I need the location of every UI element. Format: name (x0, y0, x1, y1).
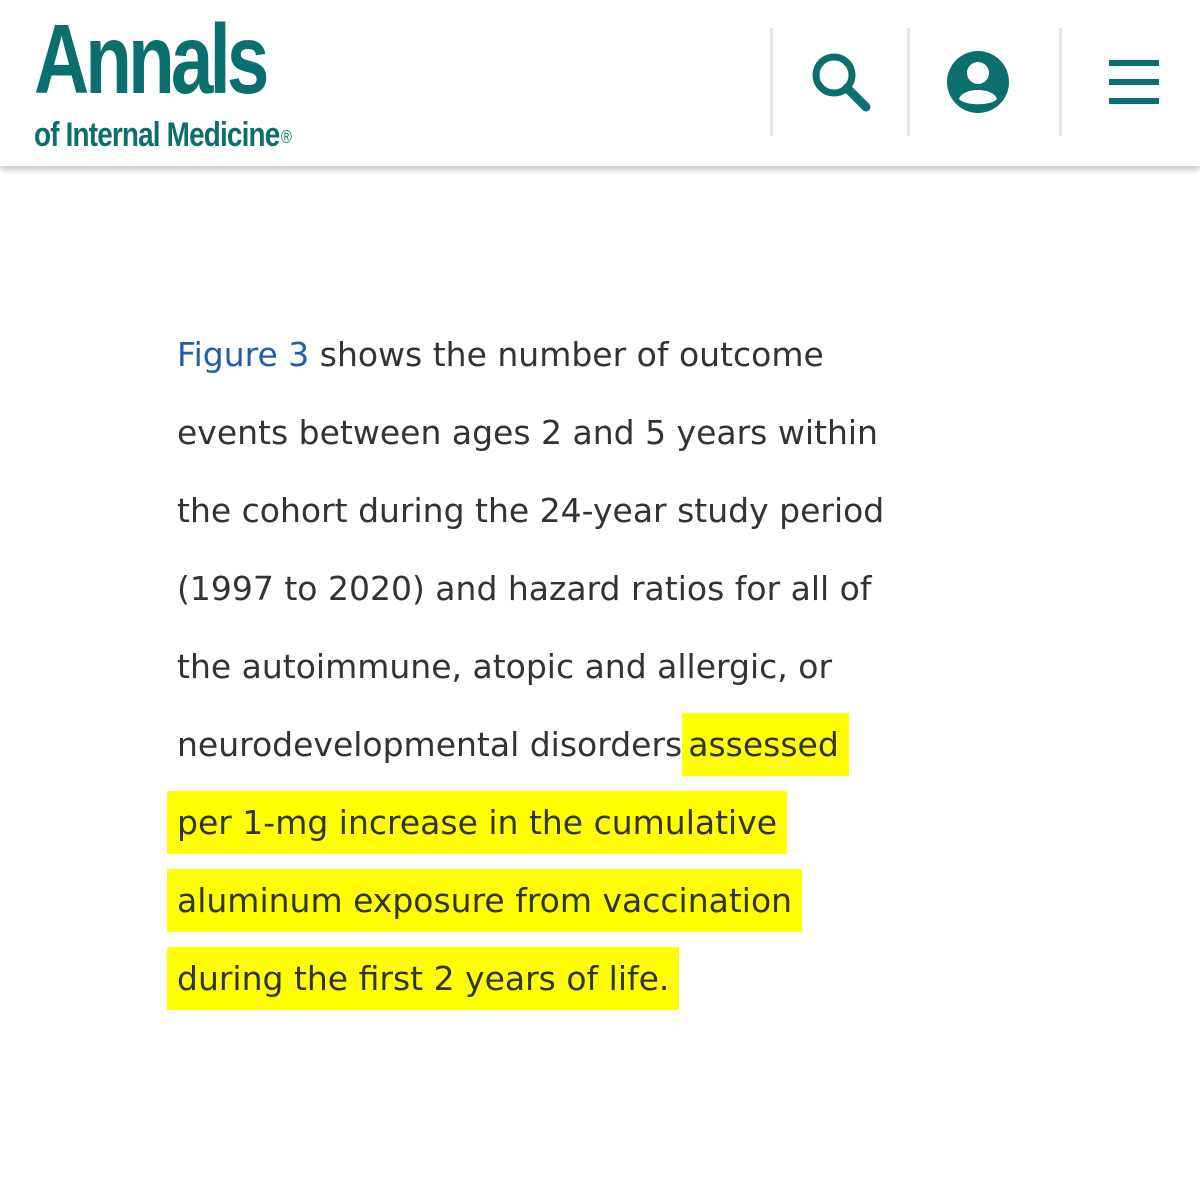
logo-subtitle-text: of Internal Medicine (34, 116, 280, 154)
text-segment: neurodevelopmental disorders (177, 725, 683, 764)
text-line (177, 940, 1057, 1018)
search-icon (806, 47, 876, 117)
site-header (0, 0, 1200, 166)
registered-mark: ® (281, 127, 292, 148)
text-line (177, 862, 1057, 940)
menu-button[interactable] (1066, 28, 1200, 136)
article-paragraph (177, 316, 1057, 1018)
header-divider (1059, 28, 1062, 136)
highlighted-text: assessed (682, 713, 849, 776)
account-icon (945, 49, 1011, 115)
text-line: the cohort during the 24-year study period (177, 491, 885, 530)
text-segment: shows the number of outcome (319, 335, 824, 374)
text-line (177, 706, 1057, 784)
highlighted-text: per 1-mg increase in the cumulative (167, 791, 787, 854)
journal-logo[interactable] (34, 4, 364, 158)
logo-title: Annals (34, 4, 266, 114)
text-line: the autoimmune, atopic and allergic, or (177, 647, 833, 686)
text-line (177, 784, 1057, 862)
account-button[interactable] (910, 28, 1046, 136)
highlighted-text: aluminum exposure from vaccination (167, 869, 802, 932)
menu-icon (1107, 58, 1161, 106)
figure-3-link[interactable]: Figure 3 (177, 335, 310, 374)
search-button[interactable] (773, 28, 909, 136)
logo-subtitle (34, 118, 291, 154)
text-line: events between ages 2 and 5 years within (177, 413, 878, 452)
text-line (177, 316, 1057, 394)
highlighted-text: during the first 2 years of life. (167, 947, 679, 1010)
text-line: (1997 to 2020) and hazard ratios for all of (177, 569, 872, 608)
